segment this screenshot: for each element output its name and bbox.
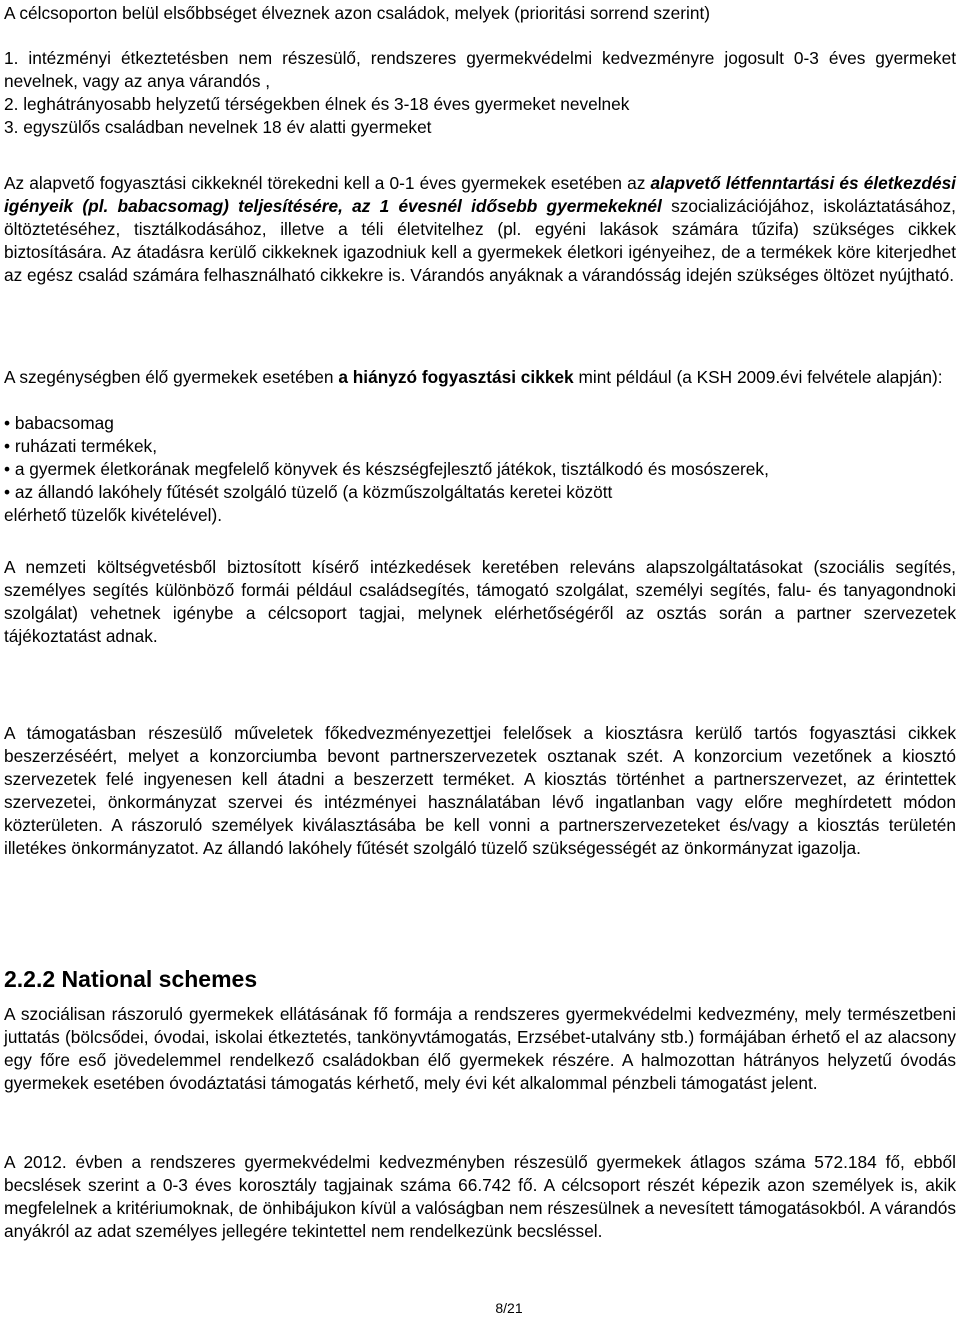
bullet-item-1: • babacsomag [4,413,114,433]
priority-item-1: 1. intézményi étkeztetésben nem részesülő, rendszeres gyermekvédelmi kedvezményre jogosult 0-3 éves gyermeket nevelnek, vagy az anya várandós , [4,48,956,91]
social-support-paragraph: A szociálisan rászoruló gyermekek ellátásának fő formája a rendszeres gyermekvédelmi kedvezmény, mely természetbeni juttatás (bölcsődei, óvodai, iskolai étkeztetés, tankönyvtámogatás, Erzsébet-utalvány stb.) formájában érhető el az alacsony egy főre eső jövedelemmel rendelkező családokban élő gyermekek részére. A halmozottan hátrányos helyzetű óvodás gyermekek esetében óvodáztatási támogatás kérhető, mely évi két alkalommal pénzbeli támogatást jelent. [4,1004,956,1093]
missing-goods-paragraph [4,366,956,389]
bullet-item-4-continuation: elérhető tüzelők kivételével). [4,505,223,525]
text-segment: szocializációjához, iskoláztatásához, öltöztetéséhez, tisztálkodásához, illetve a téli életvitelhez (pl. egyéni lakások számára tűzifa) szükséges cikkek biztosítására. Az átadásra kerülő cikkeknek igazodniuk kell a gyermekek életkori igényeihez, de a termékek köre kiterjedhet az egész család számára felhasználható cikkekre is. Várandós anyáknak a várandósság idején szükséges öltözet nyújtható. [4,196,956,285]
national-measures-paragraph: A nemzeti költségvetésből biztosított kísérő intézkedések keretében releváns alapszolgáltatásokat (szociális segítés, személyes segítés különböző formái például családsegítés, támogató szolgálat, személyi segítés, falu- és tanyagondnoki szolgálat) vehetnek igénybe a célcsoport tagjai, melynek elérhetőségéről az osztás során a partner szervezetek tájékoztatást adnak. [4,557,956,646]
section-heading: 2.2.2 National schemes [4,966,258,993]
text-segment: A szegénységben élő gyermekek esetében [4,367,339,387]
intro-paragraph: A célcsoporton belül elsőbbséget élveznek azon családok, melyek (prioritási sorrend szerint) [4,3,711,23]
bold-segment: a hiányzó fogyasztási cikkek [338,367,574,387]
page-number: 8/21 [495,1300,523,1316]
text-segment: mint például (a KSH 2009.évi felvétele alapján): [573,367,943,387]
bullet-item-4: • az állandó lakóhely fűtését szolgáló tüzelő (a közműszolgáltatás keretei között [4,482,613,502]
priority-item-3: 3. egyszülős családban nevelnek 18 év alatti gyermeket [4,117,432,137]
bullet-item-2: • ruházati termékek, [4,436,157,456]
bullet-list [4,412,956,527]
statistics-paragraph: A 2012. évben a rendszeres gyermekvédelmi kedvezményben részesülő gyermekek átlagos száma 572.184 fő, ebből becslések szerint a 0-3 éves korosztály tagjainak száma 66.742 fő. A célcsoport részét képezik azon személyek is, akik megfelelnek a kritériumoknak, de önhibájukon kívül a valóságban nem részesülnek a nevesített támogatásokból. A várandós anyákról az adat személyes jellegére tekintettel nem rendelkezünk becsléssel. [4,1152,956,1241]
emphasis-segment: alapvető létfenntartási és életkezdési igényeik (pl. babacsomag) teljesítésére, az 1 évesnél idősebb gyermekeknél [4,173,956,216]
beneficiaries-paragraph: A támogatásban részesülő műveletek főkedvezményezettjei felelősek a kiosztásra kerülő tartós fogyasztási cikkek beszerzéséért, melyet a konzorciumba bevont partnerszervezetek osztanak szét. A konzorcium vezetőnek a kiosztó szervezetek felé ingyenesen kell átadni a beszerzett terméket. A kiosztás történhet a partnerszervezet, az érintettek szervezetei, önkormányzat szervei és intézményei használatában lévő ingatlanban vagy előre meghírdetett módon közterületen. A rászoruló személyek kiválasztásába be kell vonni a partnerszervezeteket és/vagy a kiosztás területén illetékes önkormányzatot. Az állandó lakóhely fűtését szolgáló tüzelő szükségességét az önkormányzat igazolja. [4,723,956,858]
priority-list [4,47,956,139]
consumer-goods-paragraph [4,172,956,287]
text-segment: Az alapvető fogyasztási cikkeknél törekedni kell a 0-1 éves gyermekek esetében az [4,173,651,193]
bullet-item-3: • a gyermek életkorának megfelelő könyvek és készségfejlesztő játékok, tisztálkodó és mosószerek, [4,459,769,479]
priority-item-2: 2. leghátrányosabb helyzetű térségekben élnek és 3-18 éves gyermeket nevelnek [4,94,630,114]
